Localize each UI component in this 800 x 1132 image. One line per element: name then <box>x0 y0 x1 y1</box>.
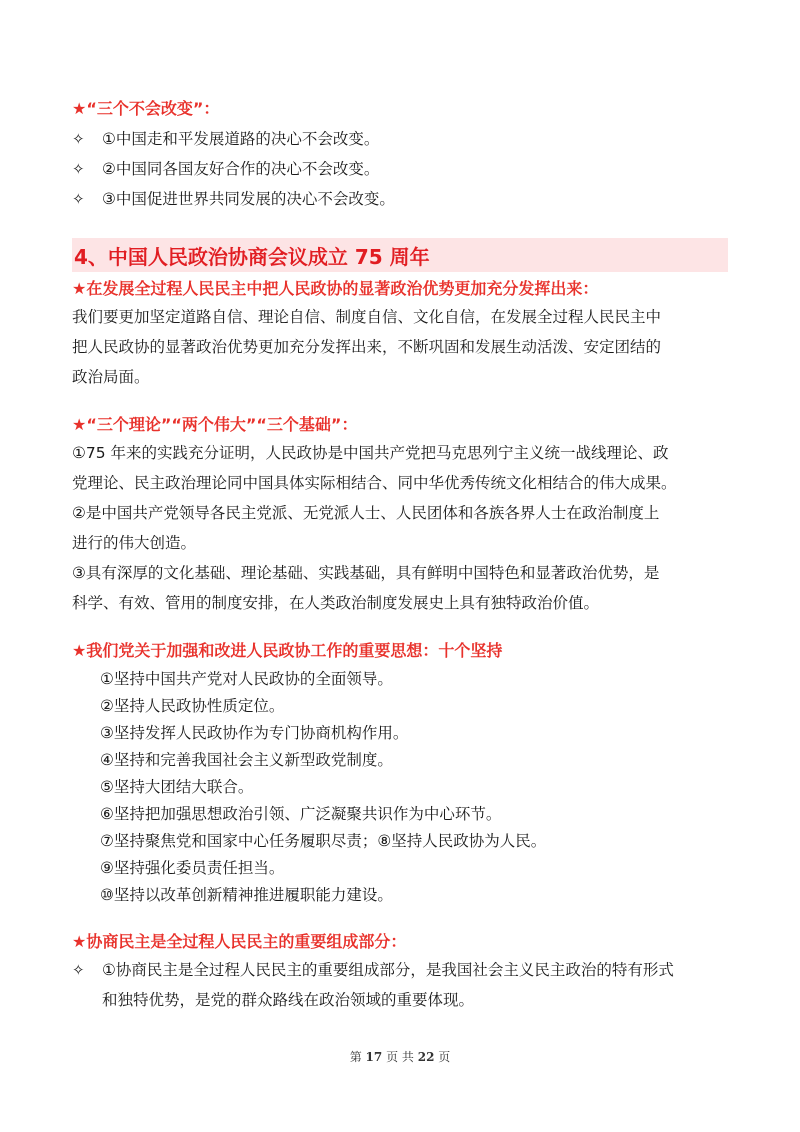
diamond-star-icon: ✧ <box>72 160 85 178</box>
list-item <box>72 124 728 154</box>
paragraph-line: ①75 年来的实践充分证明，人民政协是中国共产党把马克思列宁主义统一战线理论、政 <box>72 444 669 462</box>
three-theories-heading: ★“三个理论”“两个伟大”“三个基础”： <box>72 415 358 434</box>
ten-adherences-list <box>72 666 728 909</box>
spacer <box>72 392 728 412</box>
list-item: ⑨坚持强化委员责任担当。 <box>100 859 285 877</box>
cppcc-advantage-heading: ★在发展全过程人民民主中把人民政协的显著政治优势更加充分发挥出来： <box>72 279 599 298</box>
list-item <box>72 154 728 184</box>
section-title-bar <box>72 238 728 272</box>
three-not-change-heading: ★“三个不会改变”： <box>72 99 220 118</box>
list-item-text: 和独特优势，是党的群众路线在政治领域的重要体现。 <box>102 991 475 1009</box>
footer-prefix: 第 <box>349 1050 362 1064</box>
list-item: ④坚持和完善我国社会主义新型政党制度。 <box>100 751 393 769</box>
list-item-text: ②中国同各国友好合作的决心不会改变。 <box>102 160 380 178</box>
diamond-star-icon: ✧ <box>72 961 85 979</box>
page-footer <box>0 1048 800 1065</box>
list-item-continuation <box>72 985 728 1015</box>
diamond-star-icon: ✧ <box>72 190 85 208</box>
paragraph-line: 把人民政协的显著政治优势更加充分发挥出来，不断巩固和发展生动活泼、安定团结的 <box>72 338 662 356</box>
current-page-number: 17 <box>365 1050 383 1064</box>
total-page-number: 22 <box>417 1050 435 1064</box>
list-item-text: ①协商民主是全过程人民民主的重要组成部分，是我国社会主义民主政治的特有形式 <box>102 961 674 979</box>
list-item-text: ①中国走和平发展道路的决心不会改变。 <box>102 130 380 148</box>
list-item: ①坚持中国共产党对人民政协的全面领导。 <box>100 670 393 688</box>
spacer <box>72 618 728 638</box>
list-item: ③坚持发挥人民政协作为专门协商机构作用。 <box>100 724 409 742</box>
list-item: ⑤坚持大团结大联合。 <box>100 778 254 796</box>
list-item: ⑩坚持以改革创新精神推进履职能力建设。 <box>100 886 393 904</box>
list-item: ⑥坚持把加强思想政治引领、广泛凝聚共识作为中心环节。 <box>100 805 502 823</box>
three-not-change-list <box>72 124 728 214</box>
list-item-text: ③中国促进世界共同发展的决心不会改变。 <box>102 190 395 208</box>
paragraph-line: ②是中国共产党领导各民主党派、无党派人士、人民团体和各族各界人士在政治制度上 <box>72 504 660 522</box>
spacer <box>72 909 728 929</box>
paragraph-line: 进行的伟大创造。 <box>72 534 197 552</box>
paragraph-line: ③具有深厚的文化基础、理论基础、实践基础，具有鲜明中国特色和显著政治优势，是 <box>72 564 660 582</box>
list-item: ⑦坚持聚焦党和国家中心任务履职尽责；⑧坚持人民政协为人民。 <box>100 832 547 850</box>
footer-middle: 页 共 <box>386 1050 414 1064</box>
list-item <box>72 184 728 214</box>
consultative-democracy-heading: ★协商民主是全过程人民民主的重要组成部分： <box>72 932 407 951</box>
list-item: ②坚持人民政协性质定位。 <box>100 697 285 715</box>
diamond-star-icon: ✧ <box>72 130 85 148</box>
ten-adherences-heading: ★我们党关于加强和改进人民政协工作的重要思想：十个坚持 <box>72 641 503 660</box>
paragraph-line: 党理论、民主政治理论同中国具体实际相结合、同中华优秀传统文化相结合的伟大成果。 <box>72 474 677 492</box>
footer-suffix: 页 <box>438 1050 451 1064</box>
paragraph-line: 政治局面。 <box>72 368 150 386</box>
paragraph-line: 科学、有效、管用的制度安排，在人类政治制度发展史上具有独特政治价值。 <box>72 594 600 612</box>
list-item <box>72 955 728 985</box>
document-page <box>72 96 728 1015</box>
section-title: 4、中国人民政治协商会议成立 75 周年 <box>74 244 430 269</box>
paragraph-line: 我们要更加坚定道路自信、理论自信、制度自信、文化自信，在发展全过程人民民主中 <box>72 308 662 326</box>
